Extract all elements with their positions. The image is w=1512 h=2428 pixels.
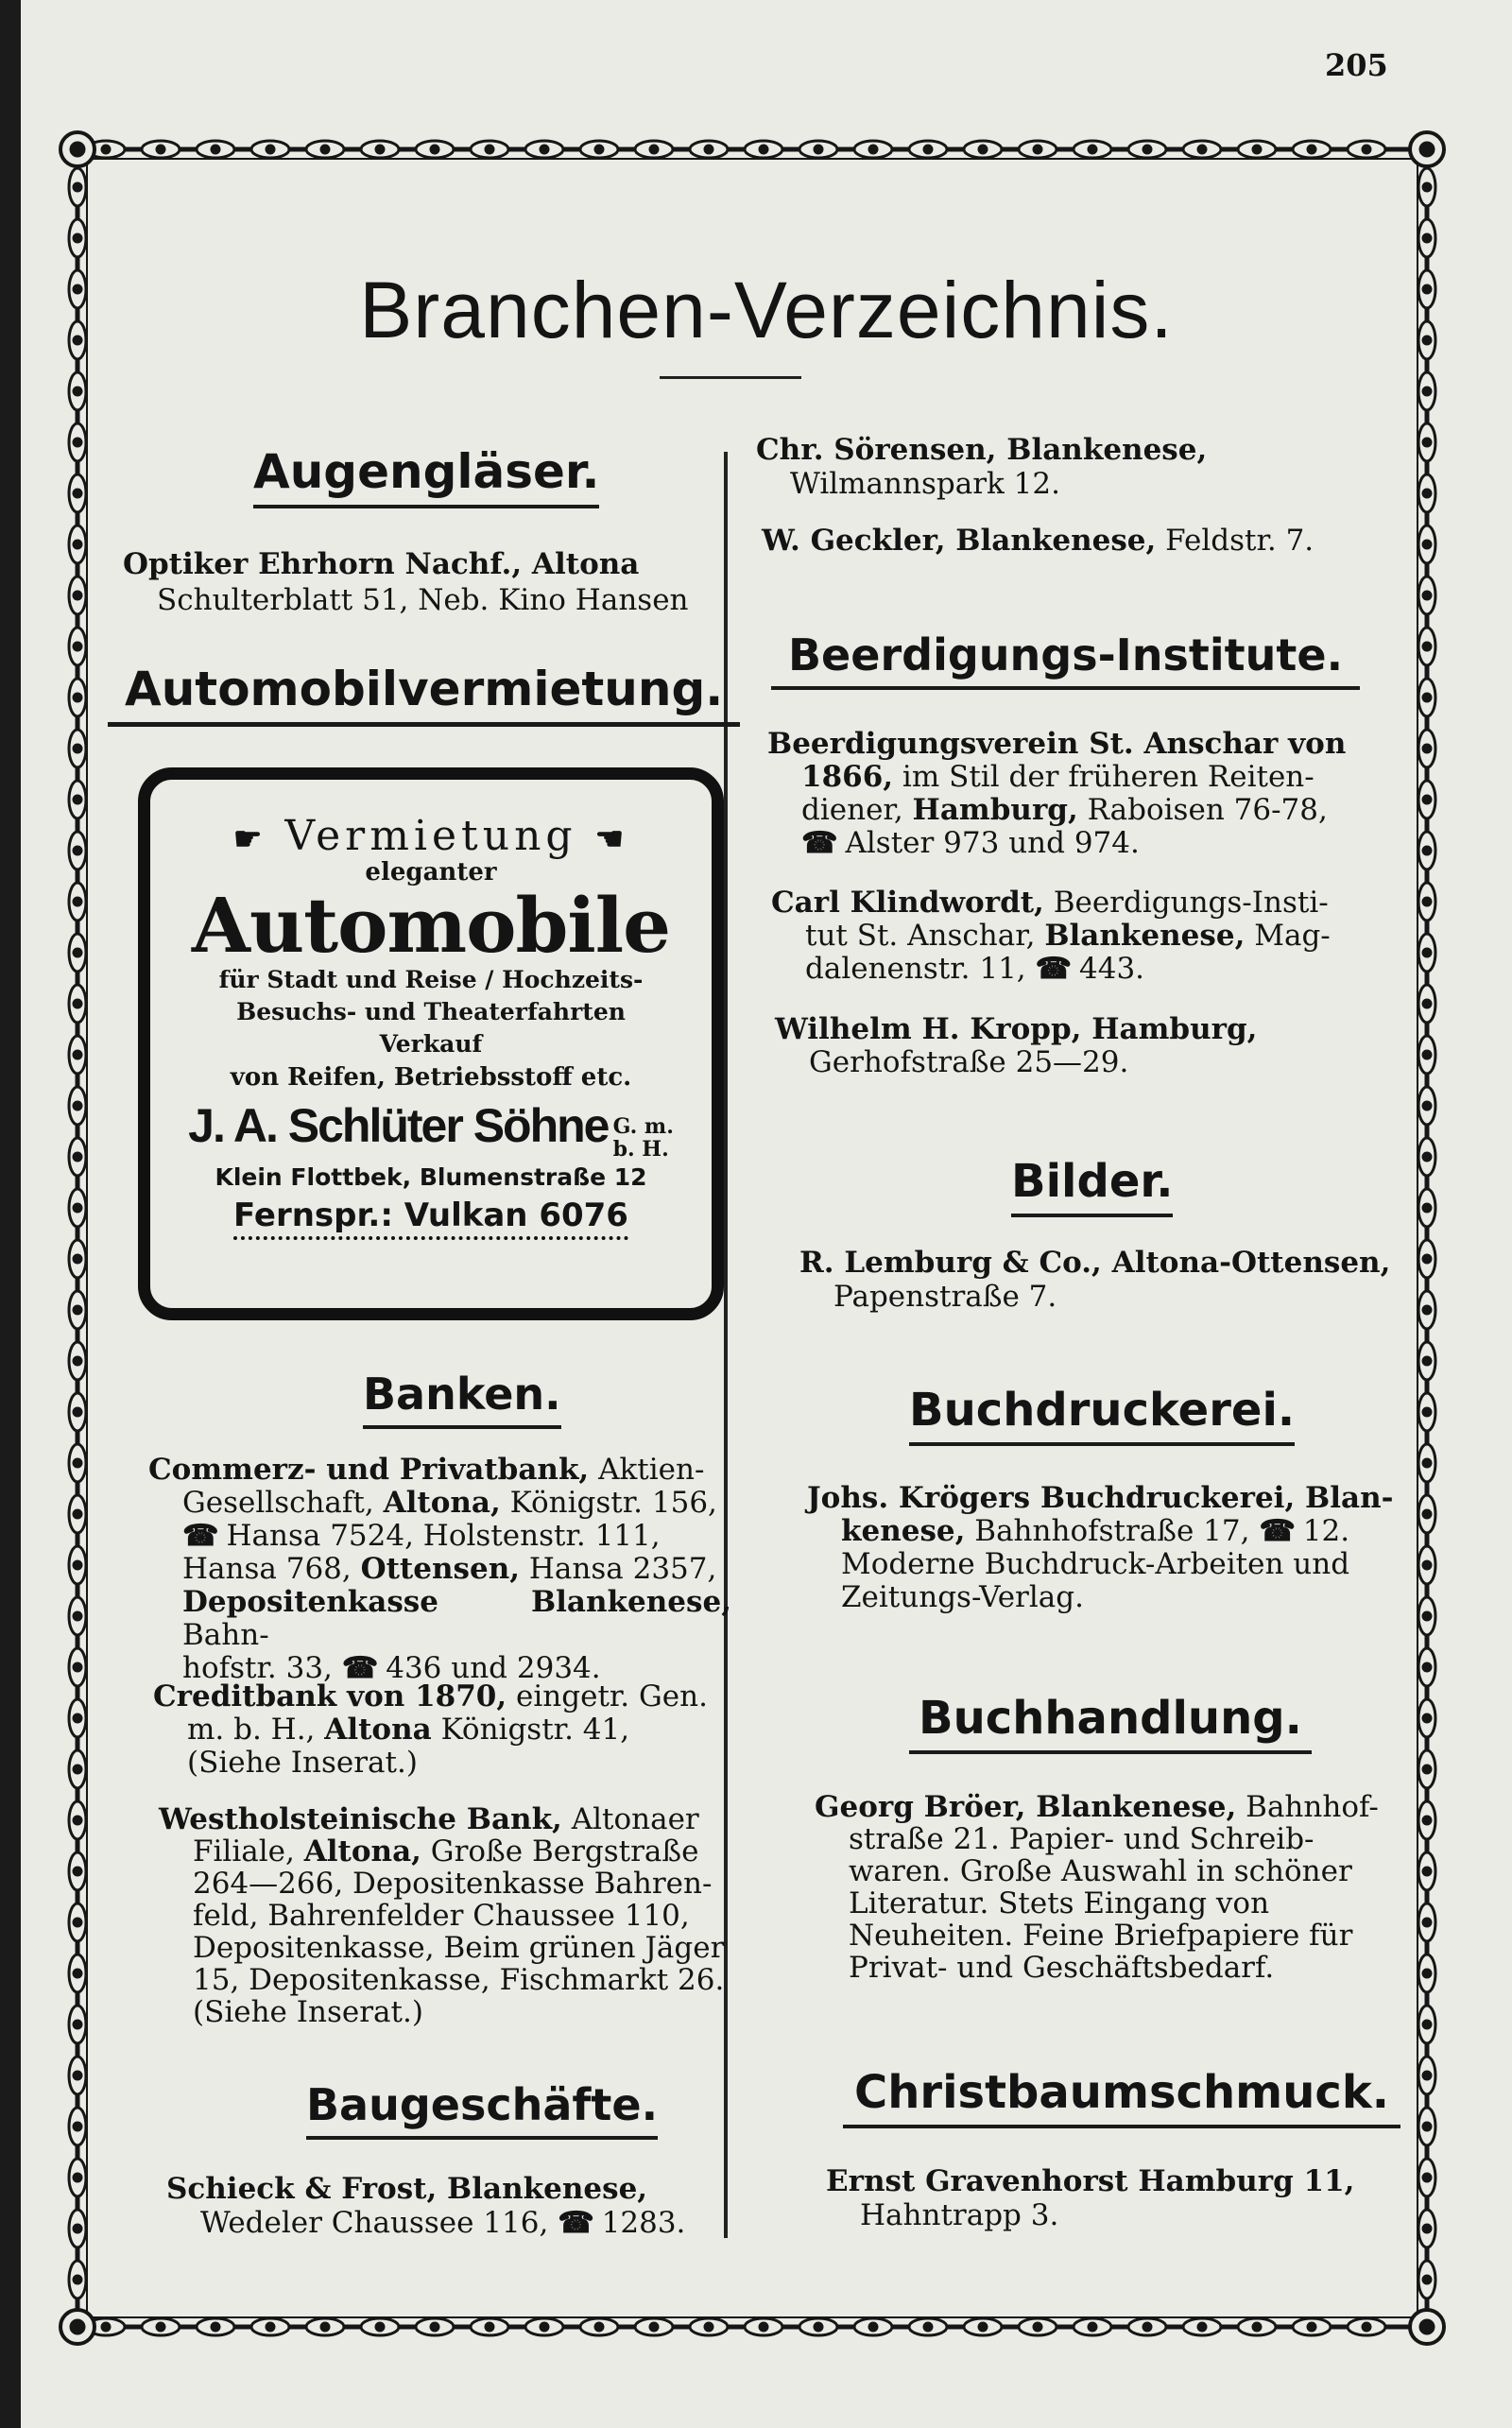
frame-ornament xyxy=(650,146,658,153)
ad-phone: Fernspr.: Vulkan 6076 xyxy=(233,1195,628,1240)
frame-ornament xyxy=(815,2323,822,2331)
ad-trips: Besuchs- und Theaterfahrten xyxy=(236,998,626,1025)
frame-ornament xyxy=(1423,2123,1431,2130)
frame-ornament xyxy=(1089,2323,1096,2331)
frame-ornament xyxy=(1423,2174,1431,2181)
frame-ornament xyxy=(376,146,384,153)
frame-ornament xyxy=(74,1561,81,1569)
frame-ornament xyxy=(486,2323,493,2331)
frame-ornament xyxy=(1423,847,1431,854)
heading-banken xyxy=(363,1369,561,1429)
frame-ornament xyxy=(212,2323,219,2331)
entry-text: eingetr. Gen. xyxy=(507,1679,708,1713)
frame-ornament xyxy=(74,643,81,650)
frame-ornament xyxy=(1423,1459,1431,1467)
frame-ornament xyxy=(705,146,713,153)
entry-name: Johs. Krögers Buchdruckerei, Blan- xyxy=(807,1481,1394,1515)
frame-ornament xyxy=(431,146,438,153)
entry-line: feld, Bahrenfelder Chaussee 110, xyxy=(193,1899,690,1933)
frame-ornament xyxy=(924,2323,932,2331)
entry-place: Hamburg, xyxy=(912,793,1078,827)
pointing-hand-icon: ☛ xyxy=(232,820,267,858)
entry-name: Creditbank von 1870, xyxy=(153,1679,507,1713)
entry-line: 264—266, Depositenkasse Bahren- xyxy=(193,1867,713,1901)
ad-rent-line xyxy=(150,812,712,860)
ad-usage: für Stadt und Reise / Hochzeits- xyxy=(218,966,644,993)
frame-ornament xyxy=(74,949,81,956)
entry-line xyxy=(767,827,1378,860)
entry-name: R. Lemburg & Co., Altona-Ottensen, xyxy=(799,1246,1391,1280)
entry-beerdigungsverein xyxy=(767,728,1378,860)
heading-text: Beerdigungs-Institute. xyxy=(788,629,1344,680)
frame-ornament xyxy=(1423,1561,1431,1569)
frame-ornament xyxy=(1423,2072,1431,2079)
entry-text: 12. xyxy=(1293,1514,1350,1548)
frame-ornament xyxy=(1423,1306,1431,1314)
frame-ornament xyxy=(1423,541,1431,548)
frame-ornament xyxy=(102,2323,110,2331)
frame-ornament xyxy=(74,1357,81,1365)
entry-kropp xyxy=(775,1013,1389,1079)
frame-ornament xyxy=(1423,1970,1431,1977)
ad-tyres: von Reifen, Betriebsstoff etc. xyxy=(230,1063,632,1092)
frame-ornament xyxy=(1308,146,1315,153)
frame-ornament xyxy=(1423,183,1431,191)
frame-ornament xyxy=(1423,2276,1431,2283)
frame-ornament xyxy=(1363,146,1370,153)
frame-ornament xyxy=(979,146,987,153)
entry-place: Blankenese, xyxy=(1044,919,1246,953)
ad-company-line xyxy=(150,1098,712,1161)
frame-ornament xyxy=(924,146,932,153)
frame-ornament xyxy=(1423,1357,1431,1365)
entry-text: Wedeler Chaussee 116, xyxy=(200,2206,558,2240)
entry-text: (Siehe Inserat.) xyxy=(187,1746,418,1780)
frame-ornament xyxy=(376,2323,384,2331)
entry-place: kenese, xyxy=(841,1514,966,1548)
entry-westholsteinische-bank xyxy=(159,1803,731,2028)
frame-ornament xyxy=(486,146,493,153)
entry-line: straße 21. Papier- und Schreib- xyxy=(849,1822,1314,1856)
entry-text: Bahnhofstraße 17, xyxy=(965,1514,1260,1548)
frame-ornament xyxy=(595,2323,603,2331)
entry-name: Georg Bröer, Blankenese, xyxy=(815,1790,1237,1824)
frame-ornament xyxy=(74,2072,81,2079)
telephone-icon: ☎ xyxy=(182,1519,217,1553)
frame-ornament xyxy=(102,146,110,153)
heading-buchdruckerei xyxy=(909,1384,1295,1446)
frame-ornament xyxy=(74,1663,81,1671)
entry-text: diener, xyxy=(801,793,913,827)
entry-line xyxy=(148,1586,731,1652)
entry-text: Königstr. 156, xyxy=(500,1486,717,1520)
entry-place: Depositenkasse Blankenese, xyxy=(182,1585,731,1619)
frame-ornament xyxy=(157,2323,164,2331)
heading-underline xyxy=(253,505,599,508)
entry-text: dalenenstr. 11, xyxy=(805,952,1036,986)
frame-ornament xyxy=(74,847,81,854)
frame-ornament xyxy=(74,234,81,242)
entry-kroegers xyxy=(807,1482,1402,1614)
heading-underline xyxy=(108,722,740,727)
heading-text: Augengläser. xyxy=(253,444,600,499)
frame-ornament xyxy=(71,2320,84,2333)
entry-line: Neuheiten. Feine Briefpapiere für xyxy=(849,1919,1353,1953)
entry-text: Gesellschaft, xyxy=(182,1486,384,1520)
ad-rent-text: Vermietung xyxy=(284,812,577,860)
entry-lemburg xyxy=(799,1246,1404,1314)
frame-ornament xyxy=(74,1102,81,1110)
heading-baugeschaefte xyxy=(306,2079,658,2140)
frame-ornament xyxy=(212,146,219,153)
frame-ornament xyxy=(1423,1153,1431,1161)
entry-text: Beerdigungs-Insti- xyxy=(1043,886,1329,920)
frame-ornament xyxy=(74,1868,81,1875)
heading-text: Automobilvermietung. xyxy=(125,662,724,716)
ad-suffix-2: b. H. xyxy=(612,1136,669,1162)
heading-bilder xyxy=(1011,1155,1173,1217)
frame-ornament xyxy=(1423,1714,1431,1722)
frame-ornament xyxy=(1089,146,1096,153)
entry-text: 436 und 2934. xyxy=(376,1651,601,1685)
frame-ornament xyxy=(760,2323,767,2331)
entry-text: tut St. Anschar, xyxy=(805,919,1045,953)
frame-ornament xyxy=(74,1000,81,1007)
frame-ornament xyxy=(74,490,81,497)
frame-ornament xyxy=(1143,146,1151,153)
ad-company-suffix xyxy=(613,1115,674,1161)
frame-ornament xyxy=(1423,694,1431,701)
entry-line xyxy=(159,1803,731,1835)
frame-ornament xyxy=(74,2123,81,2130)
entry-place: Ottensen, xyxy=(360,1552,521,1586)
frame-ornament xyxy=(1423,898,1431,905)
frame-ornament xyxy=(979,2323,987,2331)
frame-ornament xyxy=(74,898,81,905)
entry-text: im Stil der früheren Reiten- xyxy=(893,760,1314,794)
entry-line: Privat- und Geschäftsbedarf. xyxy=(849,1951,1275,1985)
frame-ornament xyxy=(1253,2323,1261,2331)
frame-ornament xyxy=(71,143,84,156)
heading-underline xyxy=(363,1425,561,1429)
ad-suffix-1: G. m. xyxy=(612,1113,674,1139)
entry-address: Schulterblatt 51, Neb. Kino Hansen xyxy=(157,583,689,617)
frame-ornament xyxy=(1423,2021,1431,2028)
frame-ornament xyxy=(74,592,81,599)
entry-name: W. Geckler, Blankenese, xyxy=(762,524,1157,558)
entry-text: Bahnhof- xyxy=(1236,1790,1379,1824)
entry-text: Große Bergstraße xyxy=(421,1834,699,1868)
frame-ornament xyxy=(1423,1051,1431,1059)
entry-text: Filiale, xyxy=(193,1834,304,1868)
heading-underline xyxy=(909,1750,1312,1754)
entry-name: Chr. Sörensen, Blankenese, xyxy=(756,433,1208,467)
frame-ornament xyxy=(1420,143,1434,156)
entry-klindwordt xyxy=(771,887,1378,986)
entry-soerensen xyxy=(756,433,1399,501)
heading-text: Banken. xyxy=(363,1369,561,1420)
title-rule xyxy=(660,376,801,379)
heading-underline xyxy=(306,2136,658,2140)
heading-underline xyxy=(909,1442,1295,1446)
frame-ornament xyxy=(74,1919,81,1926)
frame-ornament xyxy=(541,2323,548,2331)
frame-ornament xyxy=(1423,439,1431,446)
entry-text: 443. xyxy=(1070,952,1145,986)
frame-ornament xyxy=(74,1714,81,1722)
ad-company: J. A. Schlüter Söhne xyxy=(188,1099,609,1152)
telephone-icon: ☎ xyxy=(1035,952,1071,986)
entry-name: Beerdigungsverein St. Anschar von xyxy=(767,727,1347,761)
entry-text: Königstr. 41, xyxy=(431,1713,630,1747)
entry-line xyxy=(771,953,1378,986)
heading-text: Baugeschäfte. xyxy=(306,2079,659,2130)
heading-augenglaeser xyxy=(253,444,599,508)
frame-ornament xyxy=(266,2323,274,2331)
heading-underline xyxy=(843,2125,1400,2128)
frame-ornament xyxy=(74,796,81,803)
entry-name: Optiker Ehrhorn Nachf., Altona xyxy=(123,547,640,581)
entry-gravenhorst xyxy=(826,2164,1393,2232)
frame-ornament xyxy=(1423,949,1431,956)
frame-ornament xyxy=(1423,234,1431,242)
frame-ornament xyxy=(1363,2323,1370,2331)
entry-place: Altona xyxy=(324,1713,432,1747)
frame-ornament xyxy=(1423,387,1431,395)
frame-ornament xyxy=(1253,146,1261,153)
ad-address: Klein Flottbek, Blumenstraße 12 xyxy=(215,1162,647,1191)
frame-ornament xyxy=(1423,643,1431,650)
frame-ornament xyxy=(595,146,603,153)
entry-line xyxy=(148,1553,731,1586)
frame-ornament xyxy=(1423,1919,1431,1926)
entry-line xyxy=(148,1454,731,1487)
frame-ornament xyxy=(869,146,877,153)
frame-ornament xyxy=(1423,1408,1431,1416)
frame-ornament xyxy=(74,1306,81,1314)
pointing-hand-icon: ☚ xyxy=(594,820,629,858)
entry-line: 15, Depositenkasse, Fischmarkt 26. xyxy=(193,1963,725,1997)
frame-ornament xyxy=(74,1510,81,1518)
ad-elegant: eleganter xyxy=(365,858,497,887)
entry-text: Hansa 768, xyxy=(182,1552,361,1586)
frame-ornament xyxy=(74,183,81,191)
entry-text: Feldstr. 7. xyxy=(1156,524,1314,558)
frame-ornament xyxy=(1034,146,1041,153)
entry-line xyxy=(767,761,1378,794)
page-title: Branchen-Verzeichnis. xyxy=(359,266,1174,354)
entry-line xyxy=(153,1713,731,1747)
frame-ornament xyxy=(266,146,274,153)
entry-line xyxy=(148,1487,731,1520)
entry-optiker-ehrhorn xyxy=(123,546,728,618)
frame-ornament xyxy=(157,146,164,153)
page xyxy=(21,0,1512,2428)
entry-year: 1866, xyxy=(801,760,894,794)
frame-ornament xyxy=(1423,2225,1431,2232)
entry-text: Hansa 2357, xyxy=(520,1552,717,1586)
frame-ornament xyxy=(1034,2323,1041,2331)
entry-name: Wilhelm H. Kropp, Hamburg, xyxy=(775,1012,1258,1046)
entry-name: Westholsteinische Bank, xyxy=(159,1802,562,1836)
frame-ornament xyxy=(1423,592,1431,599)
entry-address: Hahntrapp 3. xyxy=(860,2198,1059,2232)
entry-creditbank xyxy=(153,1680,731,1780)
entry-line xyxy=(771,920,1378,953)
frame-ornament xyxy=(74,694,81,701)
frame-ornament xyxy=(1423,796,1431,803)
entry-text: Alster 973 und 974. xyxy=(835,826,1140,860)
entry-place: Altona, xyxy=(383,1486,501,1520)
telephone-icon: ☎ xyxy=(1259,1514,1294,1548)
entry-text: Aktien- xyxy=(589,1453,705,1487)
frame-ornament xyxy=(1423,1255,1431,1263)
entry-name: Ernst Gravenhorst Hamburg 11, xyxy=(826,2164,1355,2198)
frame-ornament xyxy=(1423,1868,1431,1875)
entry-text: Mag- xyxy=(1245,919,1331,953)
frame-ornament xyxy=(74,1255,81,1263)
entry-line xyxy=(807,1515,1402,1548)
entry-line xyxy=(815,1791,1410,1823)
frame-ornament xyxy=(1423,1765,1431,1773)
entry-name: Schieck & Frost, Blankenese, xyxy=(166,2172,648,2206)
entry-text: 1283. xyxy=(592,2206,686,2240)
frame-ornament xyxy=(1423,1102,1431,1110)
entry-line xyxy=(153,1747,731,1780)
entry-geckler xyxy=(762,524,1404,558)
frame-ornament xyxy=(74,1612,81,1620)
entry-address: Wilmannspark 12. xyxy=(790,467,1060,501)
entry-line xyxy=(166,2172,733,2206)
frame-ornament xyxy=(74,1817,81,1824)
heading-automobilvermietung xyxy=(125,662,723,727)
frame-ornament xyxy=(1198,146,1206,153)
entry-text: Altonaer xyxy=(561,1802,699,1836)
telephone-icon: ☎ xyxy=(341,1651,377,1685)
entry-text: m. b. H., xyxy=(187,1713,325,1747)
frame-ornament xyxy=(1423,1817,1431,1824)
frame-ornament xyxy=(650,2323,658,2331)
entry-schieck-frost xyxy=(166,2172,733,2240)
frame-ornament xyxy=(1423,1204,1431,1212)
frame-ornament xyxy=(74,1204,81,1212)
entry-line xyxy=(767,794,1378,827)
frame-ornament xyxy=(74,1408,81,1416)
frame-ornament xyxy=(321,146,329,153)
frame-ornament xyxy=(1423,1663,1431,1671)
entry-name: Carl Klindwordt, xyxy=(771,886,1044,920)
entry-address: Gerhofstraße 25—29. xyxy=(809,1045,1129,1079)
frame-ornament xyxy=(1420,2320,1434,2333)
frame-ornament xyxy=(74,1970,81,1977)
heading-text: Buchhandlung. xyxy=(919,1692,1302,1745)
entry-commerzbank xyxy=(148,1454,731,1685)
heading-buchhandlung xyxy=(919,1692,1302,1754)
frame-ornament xyxy=(1423,1612,1431,1620)
entry-line: Zeitungs-Verlag. xyxy=(841,1580,1084,1614)
page-number: 205 xyxy=(1325,47,1388,83)
heading-underline xyxy=(1011,1214,1173,1217)
frame-ornament xyxy=(74,2021,81,2028)
frame-ornament xyxy=(1308,2323,1315,2331)
frame-ornament xyxy=(541,146,548,153)
frame-ornament xyxy=(815,146,822,153)
frame-ornament xyxy=(74,2225,81,2232)
frame-ornament xyxy=(74,1051,81,1059)
entry-line: Literatur. Stets Eingang von xyxy=(849,1886,1270,1920)
entry-line: Depositenkasse, Beim grünen Jäger xyxy=(193,1931,725,1965)
ad-sale: Verkauf xyxy=(379,1030,483,1058)
heading-text: Bilder. xyxy=(1011,1155,1174,1208)
ad-automobile: Automobile xyxy=(191,881,671,970)
entry-name: Commerz- und Privatbank, xyxy=(148,1453,590,1487)
frame-ornament xyxy=(1423,1000,1431,1007)
frame-ornament xyxy=(1143,2323,1151,2331)
frame-ornament xyxy=(1198,2323,1206,2331)
entry-text: hofstr. 33, xyxy=(182,1651,342,1685)
frame-ornament xyxy=(431,2323,438,2331)
heading-christbaumschmuck xyxy=(854,2066,1389,2128)
heading-underline xyxy=(771,686,1360,690)
advertisement-schlueter xyxy=(138,767,724,1320)
entry-line: Moderne Buchdruck-Arbeiten und xyxy=(841,1547,1350,1581)
entry-text: Hansa 7524, Holstenstr. 111, xyxy=(226,1519,661,1553)
frame-ornament xyxy=(74,745,81,752)
frame-ornament xyxy=(74,2174,81,2181)
entry-address: Papenstraße 7. xyxy=(833,1280,1057,1314)
frame-ornament xyxy=(705,2323,713,2331)
frame-ornament xyxy=(74,1459,81,1467)
entry-text: Raboisen 76-78, xyxy=(1077,793,1328,827)
entry-line xyxy=(153,1680,731,1713)
frame-ornament xyxy=(74,387,81,395)
entry-text: Bahn- xyxy=(182,1618,269,1652)
heading-text: Buchdruckerei. xyxy=(909,1384,1296,1437)
frame-ornament xyxy=(74,2276,81,2283)
heading-beerdigungs-institute xyxy=(788,629,1343,690)
frame-ornament xyxy=(74,541,81,548)
frame-ornament xyxy=(1423,1510,1431,1518)
entry-line: (Siehe Inserat.) xyxy=(193,1995,423,2029)
entry-place: Altona, xyxy=(303,1834,421,1868)
frame-ornament xyxy=(321,2323,329,2331)
entry-line: waren. Große Auswahl in schöner xyxy=(849,1854,1352,1888)
frame-ornament xyxy=(1423,745,1431,752)
frame-ornament xyxy=(1423,490,1431,497)
frame-ornament xyxy=(869,2323,877,2331)
heading-text: Christbaumschmuck. xyxy=(854,2066,1389,2119)
entry-line xyxy=(159,1835,731,1868)
frame-ornament xyxy=(74,1765,81,1773)
frame-ornament xyxy=(760,146,767,153)
frame-ornament xyxy=(74,439,81,446)
entry-line xyxy=(771,887,1378,920)
telephone-icon: ☎ xyxy=(558,2206,593,2240)
entry-line xyxy=(148,1520,731,1553)
frame-ornament xyxy=(74,1153,81,1161)
entry-broeer xyxy=(815,1791,1410,1984)
telephone-icon: ☎ xyxy=(801,826,836,860)
entry-line xyxy=(166,2206,733,2240)
